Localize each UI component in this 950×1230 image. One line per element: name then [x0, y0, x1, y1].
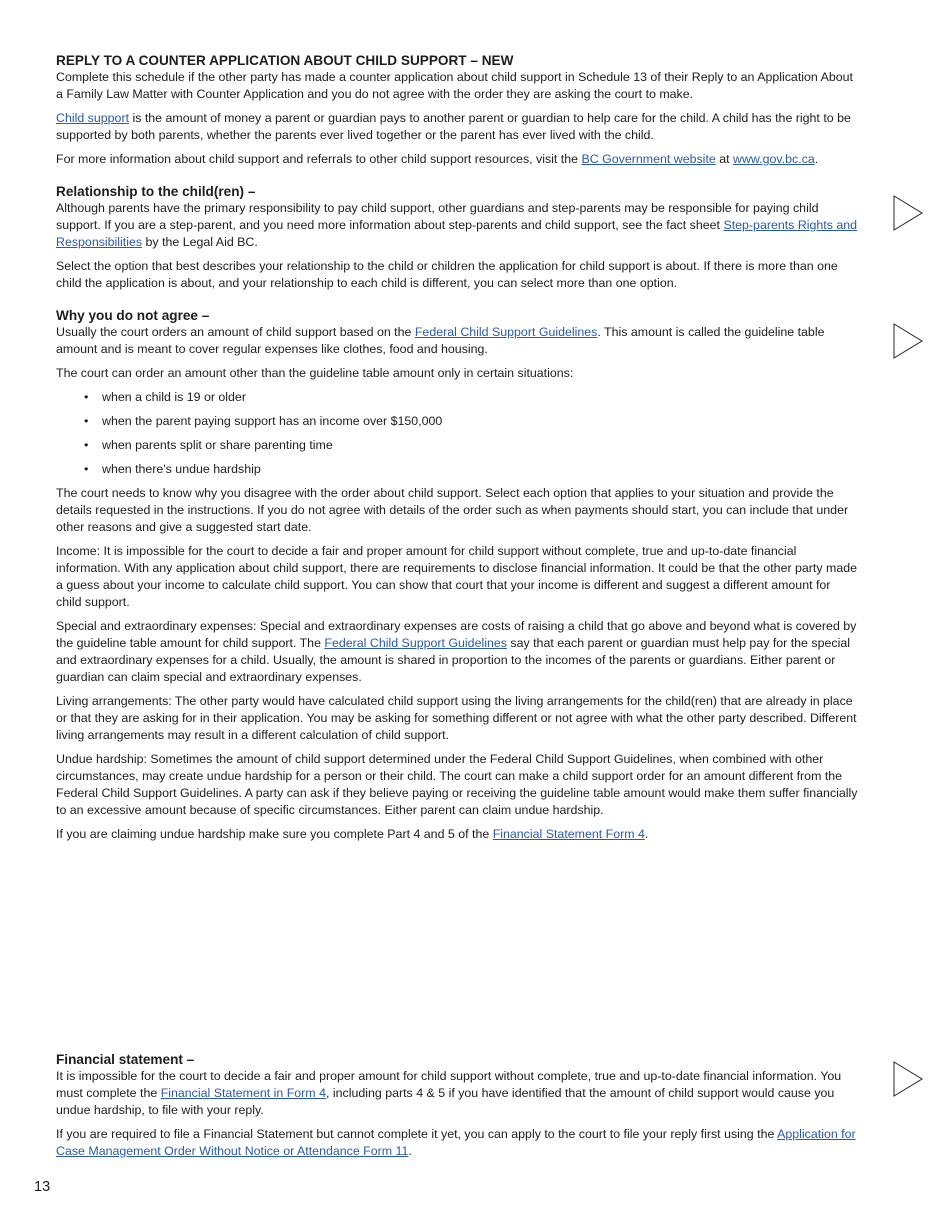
list-item: • when a child is 19 or older: [102, 389, 858, 406]
list-item: • when there's undue hardship: [102, 461, 858, 478]
relationship-paragraph-2: Select the option that best describes your relationship to the child or children the application for child support is about. If there is more than one child the application is about, and your relationship to each child is different, you can select more than one option.: [56, 259, 838, 290]
federal-guidelines-link[interactable]: Federal Child Support Guidelines: [414, 325, 598, 339]
financial-heading: Financial statement –: [56, 1052, 195, 1067]
play-triangle-outline-icon[interactable]: [893, 1061, 923, 1097]
situations-list: [56, 389, 858, 478]
section-main: [56, 52, 858, 168]
section-financial: [56, 1051, 858, 1160]
list-item: • when the parent paying support has an income over $150,000: [102, 413, 858, 430]
financial-paragraph-1: It is impossible for the court to decide a fair and proper amount for child support without complete, true and up-to-date financial information. You must complete the Financial Statement in Form 4, including parts 4 & 5 if you have identified that the amount of child support would cause you undue hardship, to file with your reply.: [56, 1069, 842, 1117]
section-relationship: [56, 183, 858, 292]
relationship-heading: Relationship to the child(ren) –: [56, 184, 256, 199]
disagree-heading: Why you do not agree –: [56, 308, 210, 323]
relationship-paragraph-1: Although parents have the primary responsibility to pay child support, other guardians and step-parents may be responsible for paying child support. If you are a step-parent, and you need more information about step-parents and child support, see the fact sheet Step-parents Rights and Responsibilities by the Legal Aid BC.: [56, 201, 858, 249]
living-arrangements-paragraph: Living arrangements: The other party would have calculated child support using the living arrangements for the child(ren) that are already in place or that they are asking for in their application. You may be asking for something different or not agree with what the other party described. Different living arrangements may result in a different calculation of child support.: [56, 694, 857, 742]
section-disagree: [56, 307, 858, 843]
federal-guidelines-link-2[interactable]: Federal Child Support Guidelines: [324, 636, 507, 650]
step-parents-rights-link[interactable]: Step-parents Rights and Responsibilities: [56, 218, 858, 249]
financial-paragraph-2: If you are required to file a Financial Statement but cannot complete it yet, you can apply to the court to file your reply first using the Application for Case Management Order Without Notice or Attendance Form 11.: [56, 1127, 856, 1158]
income-paragraph: Income: It is impossible for the court to decide a fair and proper amount for child support without complete, true and up-to-date financial information. With any application about child support, there are requirements to disclose financial information. It could be that the other party made a guess about your income to calculate child support. You can show that court that your income is different and suggest a different amount for child support.: [56, 544, 858, 609]
gov-bc-ca-link[interactable]: www.gov.bc.ca: [733, 152, 815, 166]
list-item: • when parents split or share parenting time: [102, 437, 858, 454]
child-support-link[interactable]: Child support: [56, 111, 130, 125]
play-triangle-outline-icon[interactable]: [893, 323, 923, 359]
intro-paragraph: Complete this schedule if the other party has made a counter application about child support in Schedule 13 of their Reply to an Application About a Family Law Matter with Counter Application and you do not agree with the order they are asking the court to make.: [56, 70, 853, 101]
more-info-paragraph: For more information about child support and referrals to other child support resources, visit the BC Government website at www.gov.bc.ca.: [56, 152, 819, 166]
disagree-paragraph-1: Usually the court orders an amount of child support based on the Federal Child Support Guidelines. This amount is called the guideline table amount and is meant to cover regular expenses like clothes, food and housing.: [56, 325, 825, 356]
page-number: 13: [34, 1179, 51, 1195]
page-title: REPLY TO A COUNTER APPLICATION ABOUT CHILD SUPPORT – NEW: [56, 53, 514, 68]
bc-government-link[interactable]: BC Government website: [581, 152, 716, 166]
special-expenses-paragraph: Special and extraordinary expenses: Special and extraordinary expenses are costs of raising a child that go above and beyond what is covered by the guideline table amount for child support. The Federal Child Support Guidelines say that each parent or guardian must help pay for the special and extraordinary expenses for a child. Usually, the amount is shared in proportion to the incomes of the parents or guardians. Either parent or guardian can claim special and extraordinary expenses.: [56, 619, 857, 684]
child-support-paragraph: Child support is the amount of money a parent or guardian pays to another parent or guardian to help care for the child. A child has the right to be supported by both parents, whether the parents ever lived together or the parent has ever lived with the child.: [56, 111, 851, 142]
financial-statement-in-form-4-link[interactable]: Financial Statement in Form 4: [160, 1086, 326, 1100]
financial-statement-form-4-link[interactable]: Financial Statement Form 4: [492, 827, 645, 841]
disagree-paragraph-3: The court needs to know why you disagree with the order about child support. Select each option that applies to your situation and provide the details requested in the instructions. If you do not agree with details of the order such as when payments should start, you can include that under other reasons and give a suggested start date.: [56, 486, 849, 534]
case-management-order-link[interactable]: Application for Case Management Order Without Notice or Attendance Form 11: [56, 1127, 856, 1158]
play-triangle-outline-icon[interactable]: [893, 195, 923, 231]
undue-hardship-instruction: If you are claiming undue hardship make sure you complete Part 4 and 5 of the Financial Statement Form 4.: [56, 827, 649, 841]
undue-hardship-paragraph: Undue hardship: Sometimes the amount of child support determined under the Federal Child Support Guidelines, when combined with other circumstances, may create undue hardship for a person or their child. The court can make a child support order for an amount different from the Federal Child Support Guidelines. A party can ask if they believe paying or receiving the guideline table amount would make them suffer financially to an excessive amount because of specific circumstances. Either parent can claim undue hardship.: [56, 752, 858, 817]
disagree-paragraph-2: The court can order an amount other than the guideline table amount only in certain situations:: [56, 366, 574, 380]
